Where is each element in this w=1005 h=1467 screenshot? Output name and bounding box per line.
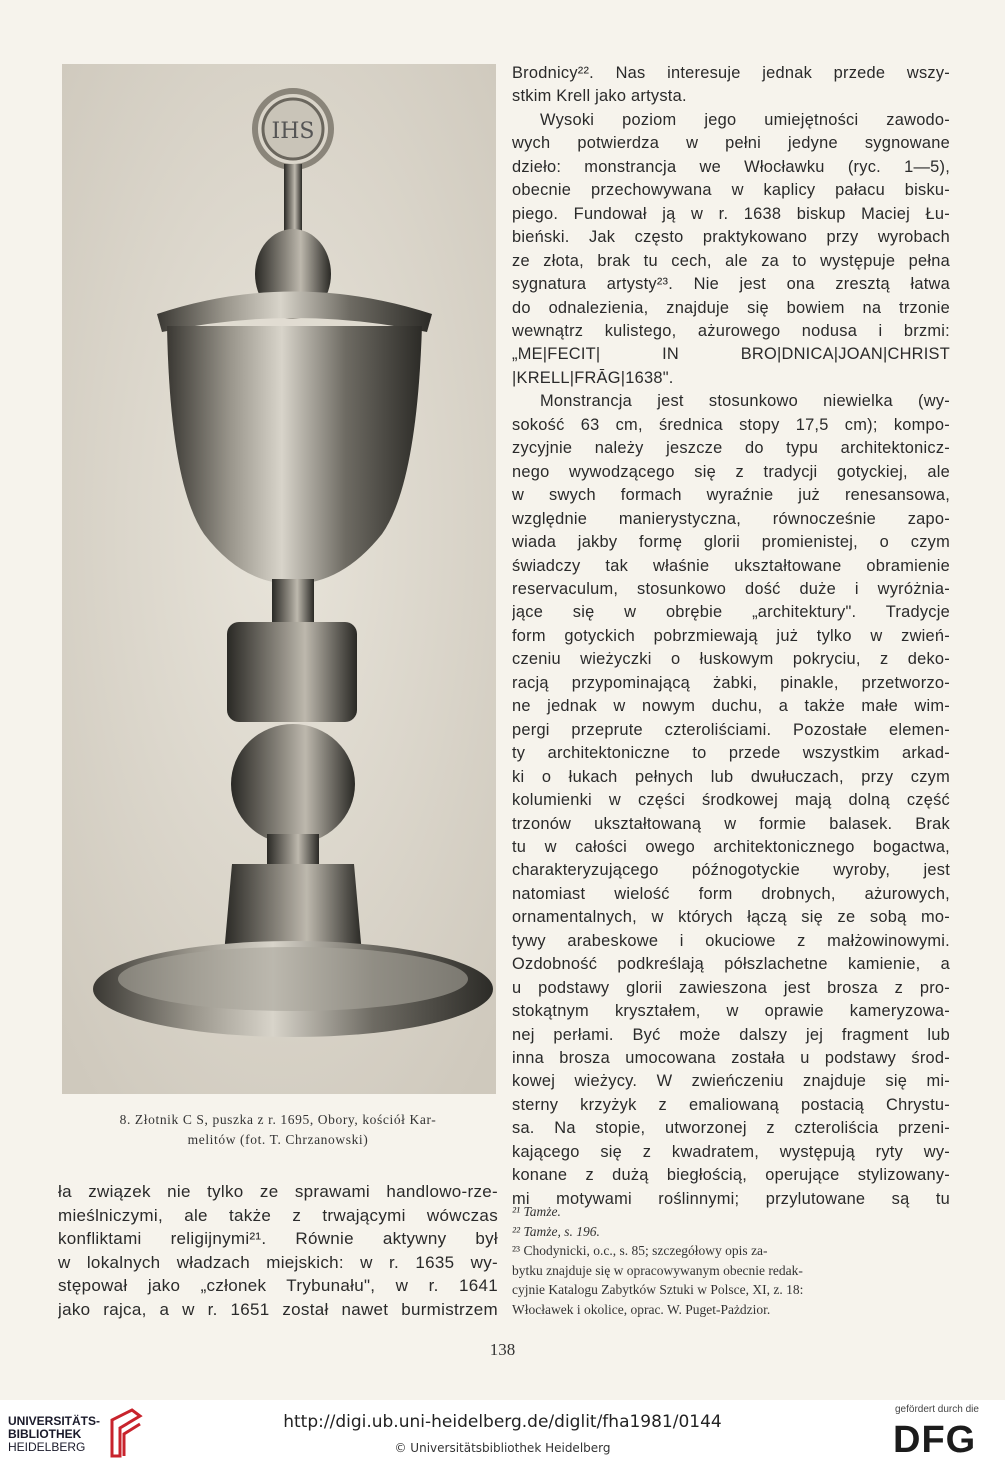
right-line-44: kowej wieżycy. W zwieńczeniu znajduje się mi- <box>512 1072 950 1091</box>
right-column-text <box>512 62 950 1211</box>
right-line-42: nej perłami. Być może dalszy jej fragment lub <box>512 1025 950 1044</box>
right-line-34: tu w całości owego architektonicznego bogactwa, <box>512 837 950 856</box>
right-line-20: względnie manierystyczna, równocześnie zapo- <box>512 509 950 528</box>
copyright-notice: © Universitätsbibliothek Heidelberg <box>394 1441 611 1455</box>
right-line-39: Ozdobność podkreślają półszlachetne kamienie, a <box>512 955 950 974</box>
right-line-48: konane z dużą biegłością, operujące stylizowany- <box>512 1166 950 1185</box>
right-line-32: kolumienki w części środkowej mają dolną część <box>512 791 950 810</box>
footnotes <box>512 1202 950 1319</box>
right-line-40: u podstawy glorii zawieszona jest brosza z pro- <box>512 978 950 997</box>
right-line-18: nego wywodzącego się z tradycji gotyckiej, ale <box>512 462 950 481</box>
left-line-5: stępował jako „członek Trybunału", w r. 1641 <box>58 1276 498 1295</box>
caption-line-2: melitów (fot. T. Chrzanowski) <box>187 1132 369 1147</box>
right-line-11: do odnalezienia, znajduje się bowiem na trzonie <box>512 298 950 317</box>
library-name-line-2: BIBLIOTHEK <box>8 1427 82 1441</box>
right-line-43: inna brosza umocowana została u podstawy środ- <box>512 1049 950 1068</box>
right-line-33: trzonów ukształtowaną w formie balasek. Brak <box>512 814 950 833</box>
figure-caption <box>58 1110 498 1150</box>
left-column-text <box>58 1180 498 1321</box>
right-line-31: ki o łukach pełnych lub dwułuczach, przy czym <box>512 767 950 786</box>
chalice-photo <box>62 64 496 1094</box>
right-line-13: „ME|FECIT| IN BRO|DNICA|JOAN|CHRIST <box>512 345 950 364</box>
right-line-9: ze złota, brak tu cech, ale za to występuje pełna <box>512 251 950 270</box>
left-line-4: w lokalnych władzach miejskich: w r. 1635 wy- <box>58 1252 498 1272</box>
right-line-38: tywy arabeskowe i okuciowe z małżowinowymi. <box>512 931 950 950</box>
right-line-26: czeniu wieżyczki o łuskowym pokryciu, z deko- <box>512 650 950 669</box>
page-number: 138 <box>489 1340 516 1359</box>
right-line-21: wiada jakby formę glorii promienistej, o czym <box>512 533 950 552</box>
right-line-19: w swych formach wyraźnie już renesansowa, <box>512 486 950 505</box>
right-line-47: kającego się z kwadratem, występują ryty wy- <box>512 1142 950 1161</box>
right-line-30: ty architektoniczne to przede wszystkim arkad- <box>512 744 950 763</box>
svg-text:IHS: IHS <box>271 119 315 144</box>
caption-line-1: 8. Złotnik C S, puszka z r. 1695, Obory, kościół Kar- <box>119 1112 437 1127</box>
footnote-22: ²² Tamże, s. 196. <box>512 1223 600 1239</box>
right-line-22: świadczy tak właśnie ukształtowane obramienie <box>512 556 950 575</box>
right-line-4: wych potwierdza w pełni jedyne sygnowane <box>512 134 950 153</box>
right-line-5: dzieło: monstrancja we Włocławku (ryc. 1—5), <box>512 157 950 176</box>
footnote-23-line-1: ²³ Chodynicki, o.c., s. 85; szczegółowy opis za- <box>512 1243 768 1258</box>
right-line-35: charakteryzującego późnogotyckie wyroby, jest <box>512 861 950 880</box>
right-line-41: stokątnym kryształem, w oprawie kameryzowa- <box>512 1002 950 1021</box>
footnote-23-line-3: cyjnie Katalogu Zabytków Sztuki w Polsce, XI, z. 18: <box>512 1282 804 1297</box>
left-line-2: mieślniczymi, ale także z trwającymi wówczas <box>58 1205 498 1225</box>
right-line-37: ornamentalnych, w których łączą się ze sobą mo- <box>512 908 950 927</box>
right-line-36: natomiast wielość form drobnych, ażurowych, <box>512 884 950 903</box>
right-line-23: reservaculum, stosunkowo dość duże i wyróżnia- <box>512 579 950 598</box>
left-line-6: jako rajca, a w r. 1651 został nawet burmistrzem <box>58 1299 498 1319</box>
chalice-illustration <box>62 64 496 1094</box>
right-line-46: sa. Na stopie, utworzonej z czteroliścia przeni- <box>512 1119 950 1138</box>
footnote-21: ²¹ Tamże. <box>512 1204 561 1219</box>
funded-by-label: gefördert durch die <box>895 1404 979 1415</box>
right-line-25: form gotyckich pobrzmiewają już tylko w zwień- <box>512 626 950 645</box>
dfg-logo[interactable]: DFG <box>893 1419 977 1461</box>
right-line-28: ne jednak w nowym duchu, a także małe wim- <box>512 697 950 716</box>
right-line-10: sygnatura artysty²³. Nie jest ona zresztą łatwa <box>512 275 950 294</box>
right-line-6: obecnie przechowywana w kaplicy pałacu bisku- <box>512 181 950 200</box>
right-line-12: wewnątrz kulistego, ażurowego nodusa i brzmi: <box>512 321 950 340</box>
left-line-1: ła związek nie tylko ze sprawami handlowo-rze- <box>58 1182 498 1201</box>
right-line-2: stkim Krell jako artysta. <box>512 87 687 106</box>
right-line-14: |KRELL|FRĀG|1638". <box>512 368 674 387</box>
right-line-45: sterny krzyżyk z emaliowaną postacią Chrystu- <box>512 1095 950 1114</box>
right-line-17: zycyjnie należy jeszcze do typu architektonicz- <box>512 439 950 458</box>
library-name-line-1: UNIVERSITÄTS- <box>8 1414 101 1428</box>
right-line-8: bieński. Jak często praktykowano przy wyrobach <box>512 228 950 247</box>
permalink-url[interactable]: http://digi.ub.uni-heidelberg.de/diglit/fha1981/0144 <box>283 1412 722 1432</box>
right-line-24: jące się w obrębie „architektury". Tradycje <box>512 603 950 622</box>
right-line-15: Monstrancja jest stosunkowo niewielka (wy- <box>540 392 950 411</box>
footnote-23-line-4: Włocławek i okolice, oprac. W. Puget-Pażdzior. <box>512 1301 771 1317</box>
right-line-16: sokość 63 cm, średnica stopy 17,5 cm); kompo- <box>512 415 950 434</box>
library-name-line-3: HEIDELBERG <box>8 1440 86 1454</box>
right-line-7: piego. Fundował ją w r. 1638 biskup Maciej Łu- <box>512 204 950 223</box>
left-line-3: konfliktami religijnymi²¹. Równie aktywny był <box>58 1229 498 1248</box>
footer-bar <box>0 1400 1005 1467</box>
right-line-29: pergi przeprute czteroliściami. Pozostałe elemen- <box>512 720 950 739</box>
right-line-3: Wysoki poziom jego umiejętności zawodo- <box>540 110 950 129</box>
footnote-23-line-2: bytku znajduje się w opracowywanym obecnie redak- <box>512 1262 803 1278</box>
right-line-1: Brodnicy²². Nas interesuje jednak przede wszy- <box>512 64 950 82</box>
right-line-27: racją przypominającą żabki, pinakle, przetworzo- <box>512 673 950 692</box>
right-line-49: mi motywami roślinnymi; przylutowane są tu <box>512 1189 950 1208</box>
